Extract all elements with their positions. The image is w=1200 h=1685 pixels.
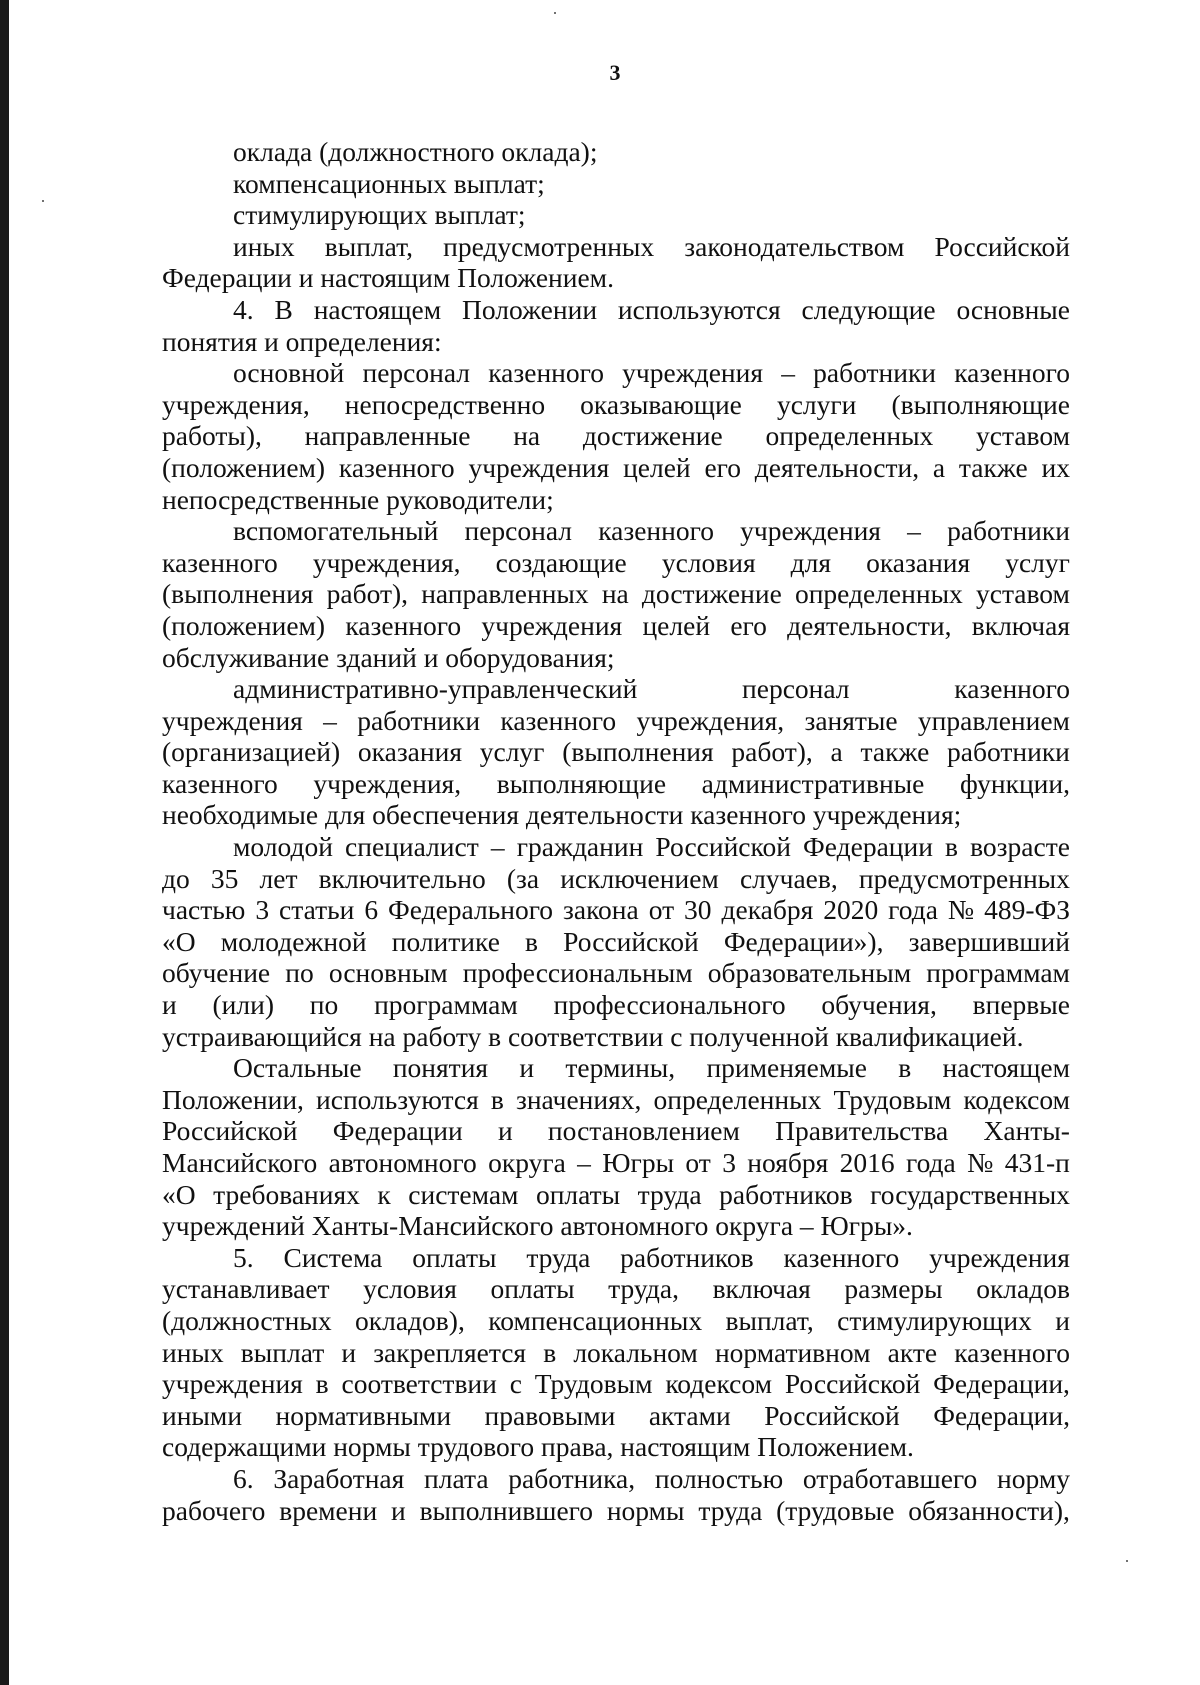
word: обязанности), [908,1494,1070,1526]
word: – [781,357,795,389]
word: деятельности, [787,609,952,641]
word: автономного [328,1147,477,1178]
text-line [162,1273,1070,1305]
word: включая [712,1273,811,1305]
word: оказания [357,736,462,768]
text-line [162,705,1070,737]
word: выплат, [324,230,414,262]
text-line: оклада (должностного оклада); [233,136,598,167]
word: нормативном [714,1336,871,1368]
word: определенных [765,420,934,452]
text-line [162,894,1070,926]
word: Положении [462,293,598,325]
text-line [162,578,1070,610]
text-line: компенсационных выплат; [233,167,545,199]
word: его [704,451,741,483]
text-line: понятия и определения: [162,325,442,357]
word: обучения, [821,989,937,1021]
word: на [601,578,629,610]
text-line [162,389,1070,421]
word: условия [661,546,756,578]
word: определенных [653,1083,822,1115]
word: предусмотренных [443,230,655,262]
word: в [490,1083,504,1115]
word: занятые [804,704,898,736]
word: используются [316,1083,479,1115]
text-line [162,957,1070,989]
word: № [967,1147,994,1178]
word: 3 [722,1147,736,1178]
page-number: 3 [609,60,621,85]
word: учреждения [740,515,881,547]
word: кодексом [963,1083,1070,1115]
text-line [162,768,1070,800]
word: 3 [255,894,270,926]
word: и [1055,1304,1070,1336]
word: термины, [565,1052,676,1084]
word: Российской [764,1399,900,1431]
word: казенного [162,767,278,799]
word: декабря [721,894,814,926]
word: Российской [784,1368,921,1400]
word: учреждения [162,1368,303,1400]
word: учреждения, [312,546,461,578]
word: – [907,515,921,547]
word: В [274,293,293,325]
word: от [648,894,675,926]
word: до [162,862,190,894]
word: значениях, [515,1083,642,1115]
word: Ханты- [983,1115,1070,1147]
word: Система [283,1241,383,1273]
word: услуг [479,736,545,768]
word: плата [424,1462,489,1494]
word: в [898,1052,912,1084]
word: оказания [866,546,971,578]
word: работ), [326,578,409,610]
text-line [162,610,1070,642]
word: молодежной [220,925,367,957]
text-line [162,831,1070,863]
word: актами [648,1399,731,1431]
document-body [162,136,1070,1526]
word: правовыми [484,1399,616,1431]
word: закрепляется [373,1336,527,1368]
text-line [162,420,1070,452]
word: Заработная [273,1462,405,1494]
word: предусмотренных [858,862,1070,894]
word: учреждения, [313,767,462,799]
text-line [162,1495,1070,1527]
word: отработавшего [802,1462,978,1494]
word: Российской [655,831,791,863]
word: времени [279,1494,378,1526]
word: учреждения [468,451,610,483]
word: 2020 [823,894,879,926]
word: (выполнения [162,578,314,610]
text-line [162,1242,1070,1274]
text-line [162,452,1070,484]
word: устанавливает [162,1273,330,1305]
word: уставом [975,578,1070,610]
word: Российской [934,230,1070,262]
word: учреждения, [636,704,785,736]
word: (или) [212,989,274,1021]
word: услуг [1005,546,1070,578]
text-line: учреждений Ханты-Мансийского автономного округа – Югры». [162,1210,913,1242]
word: Трудовым [534,1368,653,1400]
text-line [162,863,1070,895]
word: исключением [560,862,719,894]
word: – [490,831,505,863]
word: основные [956,293,1070,325]
word: иными [162,1399,243,1431]
word: основной [233,357,345,389]
word: создающие [495,546,627,578]
word: настоящем [942,1052,1070,1084]
word: (должностных [162,1304,332,1336]
word: целей [623,451,691,483]
word: их [1041,451,1070,483]
word: труда, [608,1273,680,1305]
scan-speck [554,12,556,14]
word: (за [506,862,540,894]
word: и [162,989,177,1021]
word: в [525,925,539,957]
word: соответствии [341,1368,497,1400]
word: по [285,957,314,989]
word: работ), [731,736,813,768]
word: статьи [279,894,355,926]
text-line: необходимые для обеспечения деятельности казенного учреждения; [162,799,962,831]
word: казенного [954,357,1070,389]
text-line [162,1115,1070,1147]
word: также [958,451,1028,483]
word: труда [637,1178,702,1210]
word: казенного [954,1336,1070,1368]
text-line [162,673,1070,705]
word: программам [926,957,1070,989]
word: случаев, [739,862,838,894]
word: используются [617,293,781,325]
word: впервые [972,989,1070,1021]
word: следующие [801,293,936,325]
word: целей [642,609,711,641]
word: 5. [233,1241,254,1273]
word: для [790,546,832,578]
word: административные [701,767,925,799]
word: деятельности, [754,451,920,483]
word: размеры [844,1273,943,1305]
word: достижение [582,420,723,452]
word: работников [719,1178,853,1210]
word: и [391,1494,406,1526]
text-line: устраивающийся на работу в соответствии с полученной квалификацией. [162,1020,1024,1052]
word: вспомогательный [233,515,439,547]
word: завершивший [908,925,1070,957]
word: окладов [976,1273,1070,1305]
text-line [162,1179,1070,1211]
word: настоящем [313,293,442,325]
word: Остальные [233,1052,362,1084]
word: применяемые [706,1052,867,1084]
word: и [519,1052,535,1084]
word: Федерации [803,831,933,863]
word: работники [357,704,481,736]
word: профессионального [553,989,786,1021]
word: требованиях [213,1178,360,1210]
word: Федерации, [933,1399,1070,1431]
word: (выполнения [562,736,714,768]
word: выплат [240,1336,325,1368]
word: «О [162,1178,196,1210]
word: от [685,1147,711,1178]
word: определенных [794,578,963,610]
word: казенного [162,546,278,578]
word: включительно [318,862,486,894]
word: в [315,1368,329,1400]
word: иных [162,1336,224,1368]
word: включая [971,609,1070,641]
word: понятия [392,1052,489,1084]
word: локальном [573,1336,698,1368]
word: полностью [654,1462,784,1494]
word: рабочего [162,1494,266,1526]
word: Мансийского [162,1147,318,1178]
word: на [513,420,541,452]
word: в [945,831,959,863]
word: работников [620,1241,754,1273]
text-line [162,736,1070,768]
word: к [377,1178,391,1210]
text-line: обслуживание зданий и оборудования; [162,641,615,673]
word: закона [563,894,639,926]
text-line [162,231,1070,263]
text-line [162,357,1070,389]
word: (выполняющие [891,388,1070,420]
word: направленные [304,420,471,452]
word: персонал [464,515,573,547]
word: стимулирующих [837,1304,1032,1336]
word: Положении, [162,1083,304,1115]
word: «О [162,925,196,957]
word: (положением) [162,609,326,641]
word: непосредственно [344,388,546,420]
word: оплаты [490,1273,575,1305]
word: гражданин [516,831,644,863]
word: № [947,894,975,926]
scan-edge [0,0,9,1685]
word: обучение [162,957,271,989]
word: 431-п [1004,1147,1070,1178]
word: оказывающие [580,388,742,420]
word: казенного [338,451,455,483]
word: года [906,1147,956,1178]
word: Федерации, [933,1368,1070,1400]
word: 6 [364,894,379,926]
word: года [888,894,938,926]
word: оплаты [412,1241,497,1273]
text-line [162,294,1070,326]
text-line [162,926,1070,958]
word: а [932,451,946,483]
word: учреждения [162,704,303,736]
word: системам [408,1178,519,1210]
word: – [577,1147,591,1178]
word: 4. [233,293,254,325]
scan-speck [42,200,44,202]
word: нормы [606,1494,685,1526]
word: округа [488,1147,566,1178]
word: персонал [742,673,850,705]
text-line: содержащими нормы трудового права, настоящим Положением. [162,1431,914,1463]
word: учреждения [622,357,763,389]
word: лет [259,862,298,894]
word: образовательным [707,957,912,989]
word: казенного [783,1241,900,1273]
word: 30 [684,894,712,926]
word: с [509,1368,522,1400]
word: направленных [421,578,589,610]
word: ноября [747,1147,829,1178]
word: Федерации [332,1115,463,1147]
word: законодательством [684,230,905,262]
text-line [162,1463,1070,1495]
word: 489-ФЗ [984,894,1070,926]
word: учреждения [481,609,623,641]
word: достижение [641,578,782,610]
word: основным [328,957,448,989]
text-line [162,515,1070,547]
word: акте [887,1336,938,1368]
word: 2016 [839,1147,895,1178]
word: нормативными [275,1399,452,1431]
text-line [162,547,1070,579]
word: персонал [362,357,471,389]
word: норму [997,1462,1070,1494]
word: окладов), [355,1304,465,1336]
word: его [730,609,767,641]
word: работники [947,736,1070,768]
word: компенсационных [488,1304,703,1336]
text-line [162,1400,1070,1432]
word: оплаты [535,1178,621,1210]
word: уставом [976,420,1070,452]
word: Российской [563,925,699,957]
word: казенного [488,357,604,389]
word: функции, [960,767,1070,799]
word: политике [391,925,500,957]
scan-speck [1126,1560,1128,1562]
word: иных [233,230,295,262]
text-line: непосредственные руководители; [162,483,554,515]
text-line [162,1052,1070,1084]
word: (организацией) [162,736,341,768]
text-line [162,1305,1070,1337]
word: возрасте [970,831,1070,863]
word: выполнившего [419,1494,593,1526]
word: выполняющие [496,767,667,799]
word: казенного [954,673,1070,705]
word: работы), [162,420,262,452]
word: Федерального [388,894,554,926]
text-line [162,1368,1070,1400]
word: (положением) [162,451,326,483]
word: программам [374,989,518,1021]
word: и [497,1115,513,1147]
word: государственных [870,1178,1070,1210]
word: и [341,1336,357,1368]
word: работники [947,515,1070,547]
word: управлением [917,704,1070,736]
word: по [309,989,339,1021]
word: казенного [598,515,714,547]
word: административно-управленческий [233,673,638,705]
text-line [162,1147,1070,1179]
word: работники [813,357,937,389]
word: постановлением [547,1115,740,1147]
word: Федерации»), [723,925,884,957]
word: молодой [233,831,333,863]
word: услуги [776,388,857,420]
word: 6. [233,1462,254,1494]
word: Трудовым [833,1083,952,1115]
word: работника, [508,1462,636,1494]
word: условия [363,1273,457,1305]
word: а [830,736,843,768]
word: выплат, [725,1304,814,1336]
word: труда [698,1494,763,1526]
word: (трудовые [776,1494,895,1526]
word: в [543,1336,557,1368]
word: Российской [162,1115,298,1147]
text-line: Федерации и настоящим Положением. [162,262,614,294]
text-line [162,989,1070,1021]
word: казенного [500,704,617,736]
word: учреждения, [162,388,310,420]
word: труда [526,1241,591,1273]
word: учреждения [929,1241,1070,1273]
word: – [323,704,337,736]
text-line [162,1084,1070,1116]
word: казенного [345,609,462,641]
word: 35 [210,862,239,894]
word: специалист [345,831,479,863]
word: частью [162,894,246,926]
word: Югры [602,1147,675,1178]
word: кодексом [665,1368,772,1400]
word: Правительства [775,1115,949,1147]
word: профессиональным [462,957,693,989]
word: также [860,736,930,768]
text-line [162,1337,1070,1369]
text-line: стимулирующих выплат; [233,199,526,231]
